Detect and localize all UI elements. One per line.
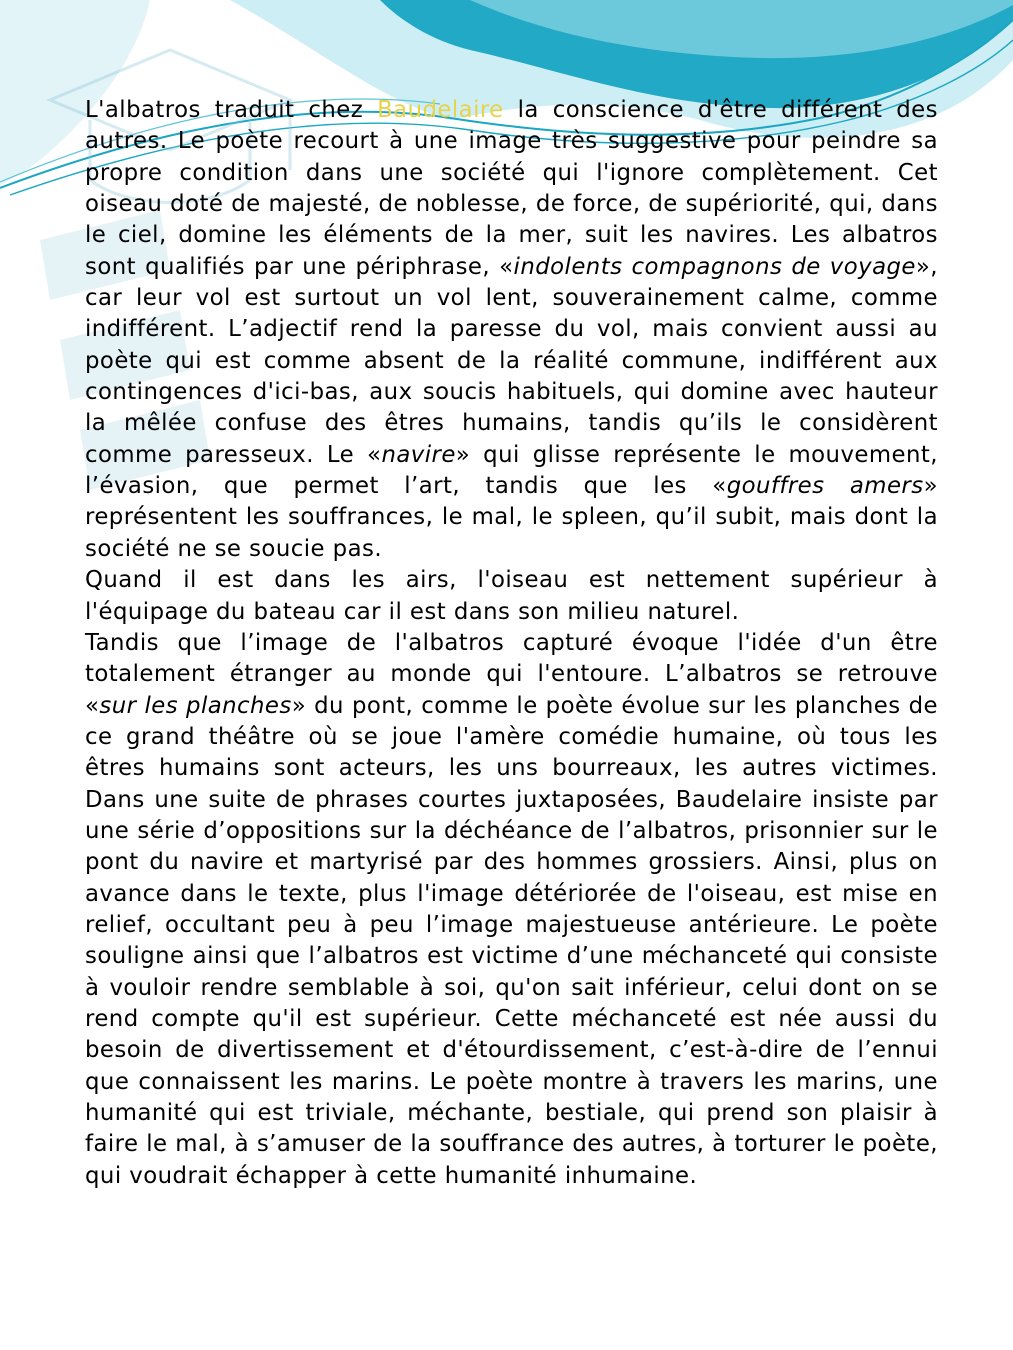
article-body [85, 95, 938, 1192]
text-segment: Tandis que l’image de l'albatros capturé évoque l'idée d'un être totalement étranger au monde qui l'entoure. L’albatros se retrouve « [85, 629, 938, 719]
italic-quote: indolents compagnons de voyage [513, 253, 916, 280]
text-segment: », car leur vol est surtout un vol lent, souverainement calme, comme indifférent. L’adjectif rend la paresse du vol, mais convient aussi au poète qui est comme absent de la réalité commune, indifférent aux contingences d'ici-bas, aux soucis habituels, qui domine avec hauteur la mêlée confuse des êtres humains, tandis qu’ils le considèrent comme paresseux. Le « [85, 253, 938, 468]
text-segment: Quand il est dans les airs, l'oiseau est nettement supérieur à l'équipage du bateau car il est dans son milieu naturel. [85, 567, 938, 625]
paragraph-1 [85, 95, 938, 565]
paragraph-2 [85, 565, 938, 628]
author-link[interactable]: Baudelaire [377, 97, 504, 123]
italic-quote: sur les planches [99, 692, 292, 719]
text-segment: » du pont, comme le poète évolue sur les planches de ce grand théâtre où se joue l'amère comédie humaine, où tous les êtres humains sont acteurs, les uns bourreaux, les autres victimes. Dans une suite de phrases courtes juxtaposées, Baudelaire insiste par une série d’oppositions sur la déchéance de l’albatros, prisonnier sur le pont du navire et martyrisé par des hommes grossiers. Ainsi, plus on avance dans le texte, plus l'image détériorée de l'oiseau, est mise en relief, occultant peu à peu l’image majestueuse antérieure. Le poète souligne ainsi que l’albatros est victime d’une méchanceté qui consiste à vouloir rendre semblable à soi, qu'on sait inférieur, celui dont on se rend compte qu'il est supérieur. Cette méchanceté est née aussi du besoin de divertissement et d'étourdissement, c’est-à-dire de l’ennui que connaissent les marins. Le poète montre à travers les marins, une humanité qui est triviale, méchante, bestiale, qui prend son plaisir à faire le mal, à s’amuser de la souffrance des autres, à torturer le poète, qui voudrait échapper à cette humanité inhumaine. [85, 692, 938, 1189]
italic-quote: navire [381, 441, 456, 468]
text-segment: » représentent les souffrances, le mal, le spleen, qu’il subit, mais dont la société ne se soucie pas. [85, 473, 938, 562]
paragraph-3 [85, 628, 938, 1192]
text-segment: » qui glisse représente le mouvement, l’évasion, que permet l’art, tandis que les « [85, 441, 938, 500]
text-segment: la conscience d'être différent des autres. Le poète recourt à une image très suggestive pour peindre sa propre condition dans une société qui l'ignore complètement. Cet oiseau doté de majesté, de noblesse, de force, de supériorité, qui, dans le ciel, domine les éléments de la mer, suit les navires. Les albatros sont qualifiés par une périphrase, « [85, 97, 938, 280]
text-segment: L'albatros traduit chez [85, 97, 378, 123]
italic-quote: gouffres amers [726, 473, 924, 500]
